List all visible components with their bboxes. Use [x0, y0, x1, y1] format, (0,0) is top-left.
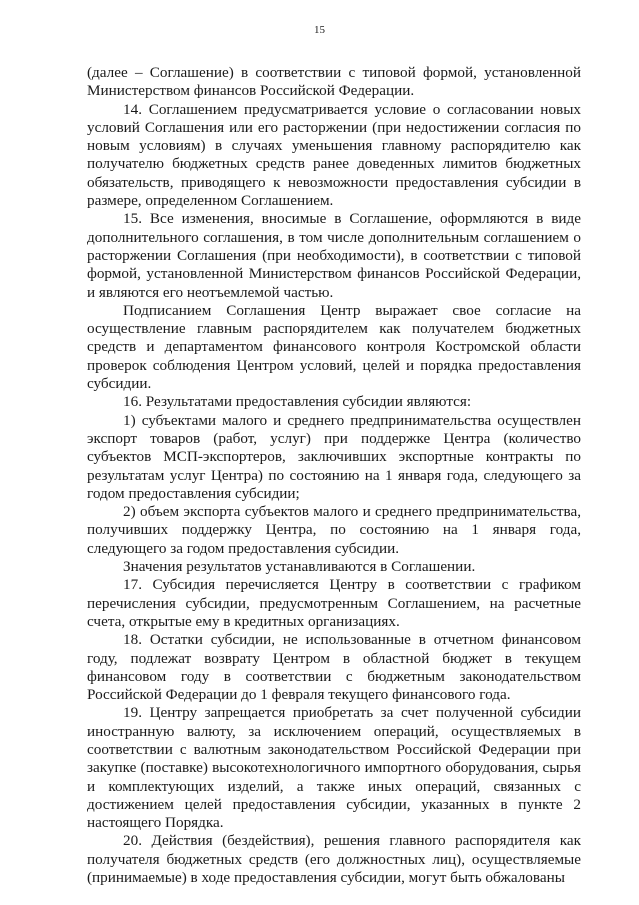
paragraph-subitem-2: 2) объем экспорта субъектов малого и среднего предпринимательства, получивших поддержку Центра, по состоянию на 1 января года, следующего за годом предоставления субсидии.	[87, 503, 581, 557]
document-body	[87, 64, 581, 887]
paragraph-item-20: 20. Действия (бездействия), решения главного распорядителя как получателя бюджетных средств (его должностных лиц), осуществляемые (принимаемые) в ходе предоставления субсидии, могут быть обжалованы	[87, 832, 581, 887]
paragraph: (далее – Соглашение) в соответствии с типовой формой, установленной Министерством финансов Российской Федерации.	[87, 64, 581, 100]
paragraph-item-19: 19. Центру запрещается приобретать за счет полученной субсидии иностранную валюту, за исключением операций, осуществляемых в соответствии с валютным законодательством Российской Федерации при закупке (поставке) высокотехнологичного импортного оборудования, сырья и комплектующих изделий, а также иных операций, связанных с достижением целей предоставления субсидии, указанных в пункте 2 настоящего Порядка.	[87, 704, 581, 832]
paragraph-item-16: 16. Результатами предоставления субсидии являются:	[123, 393, 472, 411]
paragraph-subitem-1: 1) субъектами малого и среднего предпринимательства осуществлен экспорт товаров (работ, услуг) при поддержке Центра (количество субъектов МСП-экспортеров, заключивших экспортные контракты по результатам услуг Центра) по состоянию на 1 января года, следующего за годом предоставления субсидии;	[87, 411, 581, 502]
paragraph-item-17: 17. Субсидия перечисляется Центру в соответствии с графиком перечисления субсидии, предусмотренным Соглашением, на расчетные счета, открытые ему в кредитных организациях.	[87, 576, 581, 630]
paragraph: Подписанием Соглашения Центр выражает свое согласие на осуществление главным распорядителем как получателем бюджетных средств и департаментом финансового контроля Костромской области проверок соблюдения Центром условий, целей и порядка предоставления субсидии.	[87, 301, 581, 393]
paragraph-item-15: 15. Все изменения, вносимые в Соглашение, оформляются в виде дополнительного соглашения, в том числе дополнительным соглашением о расторжении Соглашения (при необходимости), в соответствии с типовой формой, установленной Министерством финансов Российской Федерации, и являются его неотъемлемой частью.	[87, 210, 581, 301]
paragraph-item-14: 14. Соглашением предусматривается условие о согласовании новых условий Соглашения или его расторжении (при недостижении согласия по новым условиям) в случаях уменьшения главному распорядителю как получателю бюджетных средств ранее доведенных лимитов бюджетных обязательств, приводящего к невозможности предоставления субсидии в размере, определенном Соглашением.	[87, 100, 581, 210]
page-number: 15	[314, 24, 325, 36]
paragraph-item-18: 18. Остатки субсидии, не использованные в отчетном финансовом году, подлежат возврату Центром в областной бюджет в текущем финансовом году в соответствии с бюджетным законодательством Российской Федерации до 1 февраля текущего финансового года.	[87, 631, 581, 704]
paragraph: Значения результатов устанавливаются в Соглашении.	[123, 558, 476, 576]
